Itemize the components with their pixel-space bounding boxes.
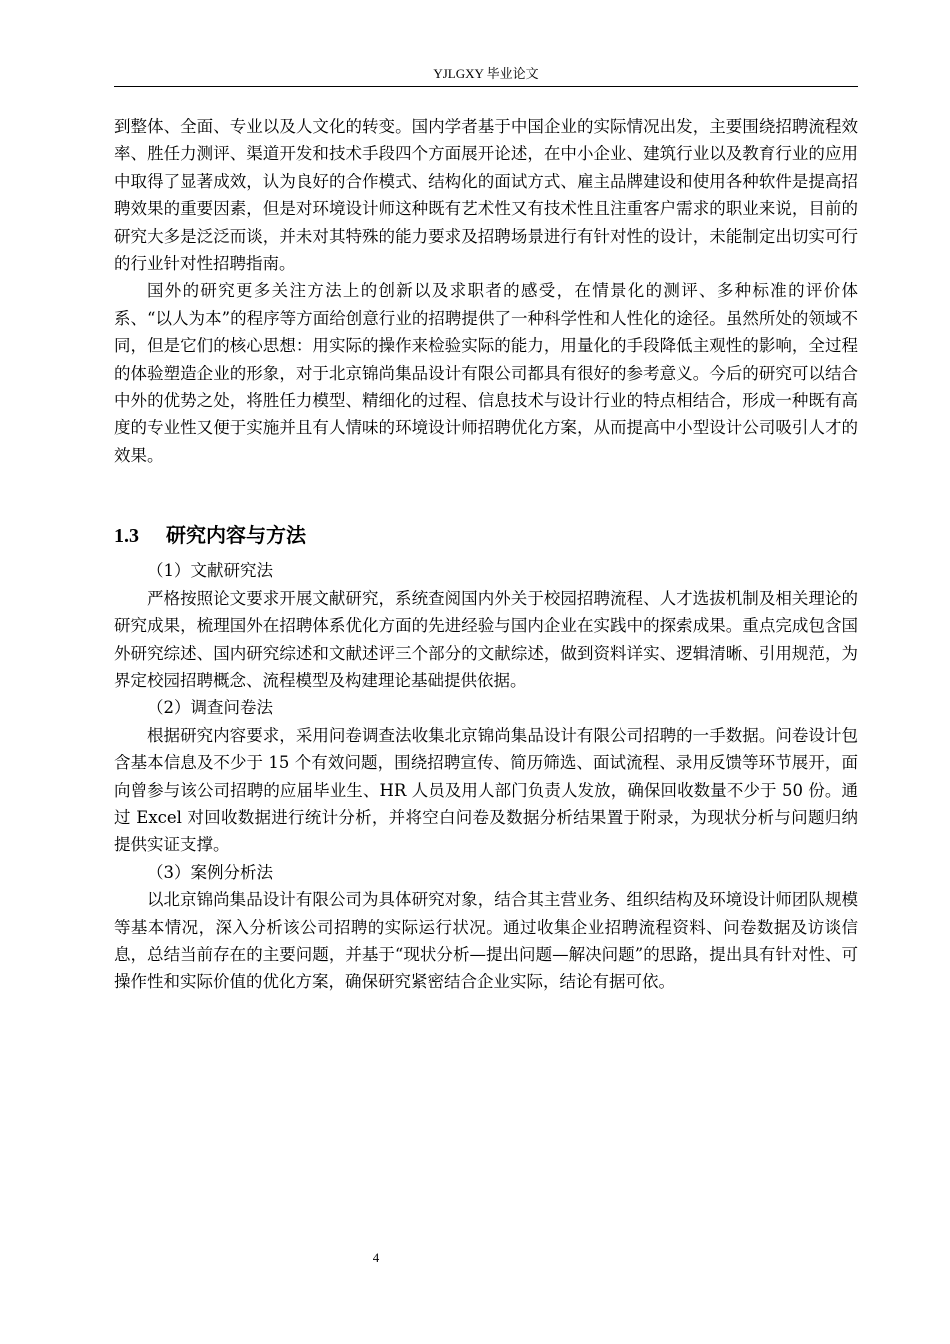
method-body: 以北京锦尚集品设计有限公司为具体研究对象，结合其主营业务、组织结构及环境设计师团队规模等基本情况，深入分析该公司招聘的实际运行状况。通过收集企业招聘流程资料、问卷数据及访谈信息，总结当前存在的主要问题，并基于“现状分析—提出问题—解决问题”的思路，提出具有针对性、可操作性和实际价值的优化方案，确保研究紧密结合企业实际，结论有据可依。 <box>114 890 858 992</box>
method-heading: （2）调查问卷法 <box>147 698 273 718</box>
method-body: 根据研究内容要求，采用问卷调查法收集北京锦尚集品设计有限公司招聘的一手数据。问卷设计包含基本信息及不少于 15 个有效问题，围绕招聘宣传、简历筛选、面试流程、录用反馈等环节展开，面向曾参与该公司招聘的应届毕业生、HR 人员及用人部门负责人发放，确保回收数量不少于 50 份。通过 Excel 对回收数据进行统计分析，并将空白问卷及数据分析结果置于附录，为现状分析与问题归纳提供实证支撑。 <box>114 725 858 855</box>
page-number: 4 <box>372 1250 380 1265</box>
body-paragraph: 国外的研究更多关注方法上的创新以及求职者的感受，在情景化的测评、多种标准的评价体系、“以人为本”的程序等方面给创意行业的招聘提供了一种科学性和人性化的途径。虽然所处的领域不同，但是它们的核心思想：用实际的操作来检验实际的能力，用量化的手段降低主观性的影响，全过程的体验塑造企业的形象，对于北京锦尚集品设计有限公司都具有很好的参考意义。今后的研究可以结合中外的优势之处，将胜任力模型、精细化的过程、信息技术与设计行业的特点相结合，形成一种既有高度的专业性又便于实施并且有人情味的环境设计师招聘优化方案，从而提高中小型设计公司吸引人才的效果。 <box>114 281 858 465</box>
section-heading <box>114 520 858 551</box>
method-heading: （1）文献研究法 <box>147 561 273 581</box>
header-divider <box>114 86 858 87</box>
running-header: YJLGXY 毕业论文 <box>433 66 539 81</box>
section-number: 1.3 <box>114 525 139 548</box>
body-paragraph: 到整体、全面、专业以及人文化的转变。国内学者基于中国企业的实际情况出发，主要围绕招聘流程效率、胜任力测评、渠道开发和技术手段四个方面展开论述，在中小企业、建筑行业以及教育行业的应用中取得了显著成效，认为良好的合作模式、结构化的面试方式、雇主品牌建设和使用各种软件是提高招聘效果的重要因素，但是对环境设计师这种既有艺术性又有技术性且注重客户需求的职业来说，目前的研究大多是泛泛而谈，并未对其特殊的能力要求及招聘场景进行有针对性的设计，未能制定出切实可行的行业针对性招聘指南。 <box>114 117 858 274</box>
page-body <box>114 113 858 996</box>
method-body: 严格按照论文要求开展文献研究，系统查阅国内外关于校园招聘流程、人才选拔机制及相关理论的研究成果，梳理国外在招聘体系优化方面的先进经验与国内企业在实践中的探索成果。重点完成包含国外研究综述、国内研究综述和文献述评三个部分的文献综述，做到资料详实、逻辑清晰、引用规范，为界定校园招聘概念、流程模型及构建理论基础提供依据。 <box>114 588 858 690</box>
section-title: 研究内容与方法 <box>166 523 306 548</box>
method-heading: （3）案例分析法 <box>147 862 273 882</box>
section-spacer <box>114 469 858 496</box>
